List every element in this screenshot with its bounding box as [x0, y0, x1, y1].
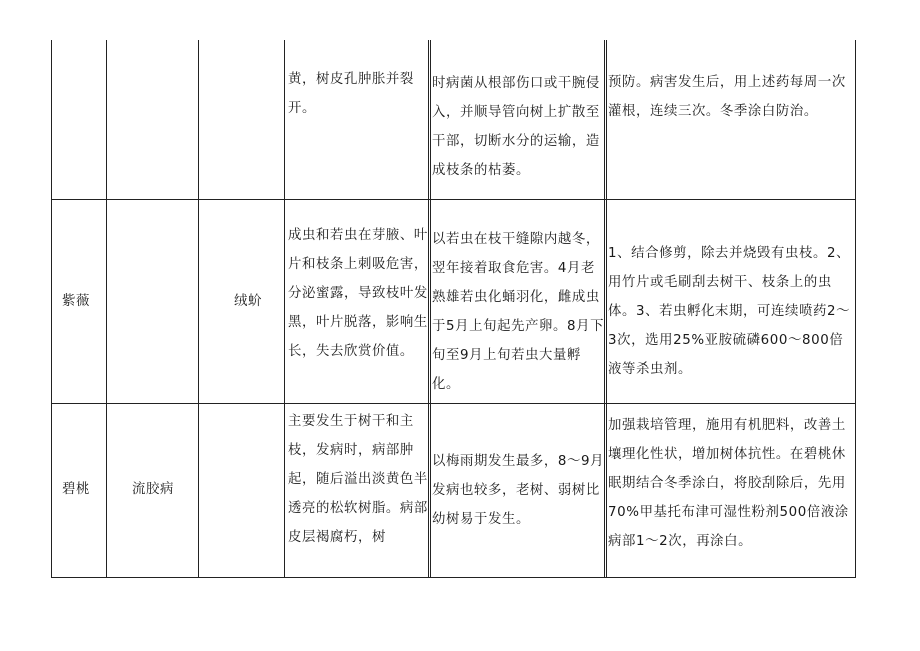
table-row-control: 预防。病害发生后，用上述药每周一次灌根，连续三次。冬季涂白防治。: [608, 75, 846, 119]
table-row-symptom: 成虫和若虫在芽腋、叶片和枝条上刺吸危害，分泌蜜露，导致枝叶发黑，叶片脱落，影响生长，失去欣赏价值。: [288, 228, 428, 359]
table-rule: [430, 40, 431, 578]
plant-name-cell: 碧桃: [62, 482, 90, 497]
table-rule: [51, 403, 856, 404]
table-rule: [284, 40, 285, 578]
table-rule: [428, 40, 429, 578]
pest-name-cell: 绒蚧: [234, 294, 262, 309]
table-row-symptom: 黄，树皮孔肿胀并裂开。: [288, 72, 414, 116]
table-row-control: 加强栽培管理，施用有机肥料，改善土壤理化性状，增加树体抗性。在碧桃休眠期结合冬季涂白，将胶刮除后，先用70%甲基托布津可湿性粉剂500倍液涂病部1～2次，再涂白。: [608, 418, 849, 549]
table-row-pattern: 以若虫在枝干缝隙内越冬，翌年接着取食危害。4月老熟雄若虫化蛹羽化，雌成虫于5月上旬起先产卵。8月下旬至9月上旬若虫大量孵化。: [432, 232, 605, 392]
table-rule: [51, 577, 856, 578]
table-row-pattern: 以梅雨期发生最多，8～9月发病也较多，老树、弱树比幼树易于发生。: [432, 454, 605, 527]
table-rule: [855, 40, 856, 578]
table-row-pattern: 时病菌从根部伤口或干腕侵入，并顺导管向树上扩散至干部，切断水分的运输，造成枝条的枯萎。: [432, 76, 600, 178]
disease-name-cell: 流胶病: [132, 482, 174, 497]
table-rule: [51, 199, 856, 200]
plant-name-cell: 紫薇: [62, 294, 90, 309]
table-rule: [198, 40, 199, 578]
table-row-control: 1、结合修剪，除去并烧毁有虫枝。2、用竹片或毛刷刮去树干、枝条上的虫体。3、若虫孵化末期，可连续喷药2～3次，选用25%亚胺硫磷600～800倍液等杀虫剂。: [608, 246, 851, 377]
table-rule: [106, 40, 107, 578]
table-rule: [606, 40, 607, 578]
table-rule: [51, 40, 52, 578]
table-row-symptom: 主要发生于树干和主枝，发病时，病部肿起，随后溢出淡黄色半透亮的松软树脂。病部皮层褐腐朽，树: [288, 414, 428, 545]
